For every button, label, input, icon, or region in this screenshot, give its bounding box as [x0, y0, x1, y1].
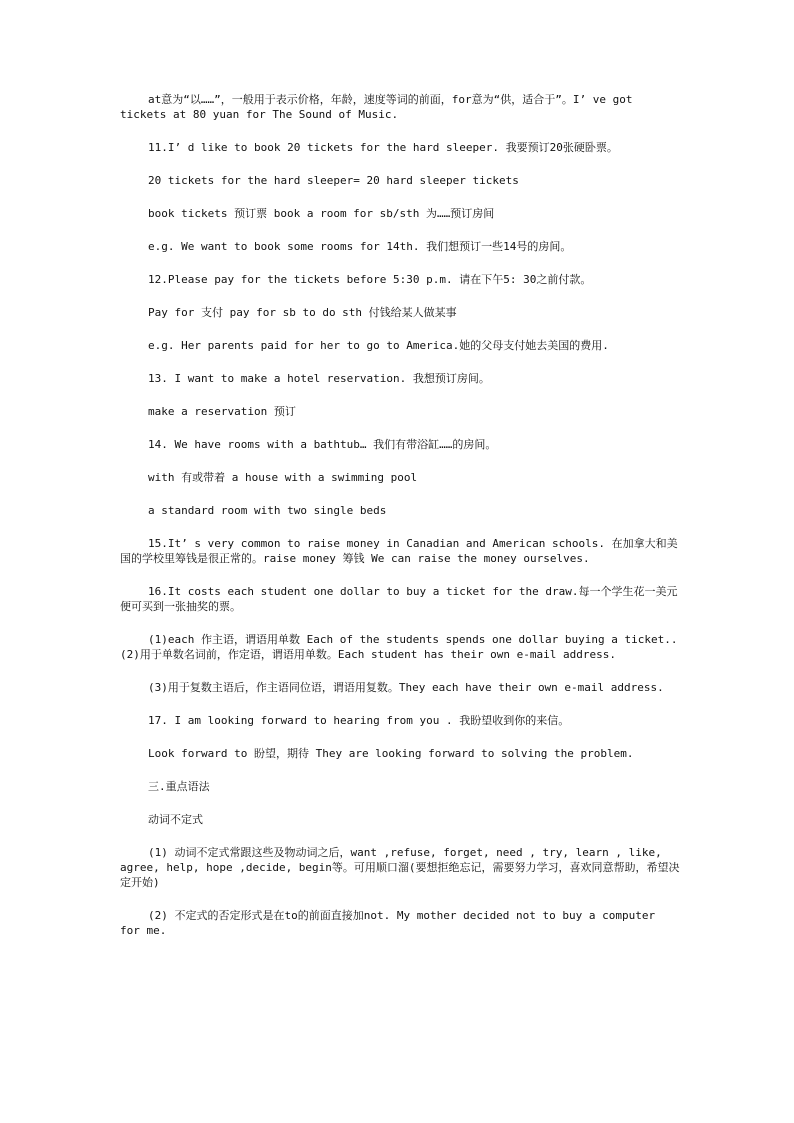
section-heading-grammar: 三.重点语法 [148, 780, 210, 793]
subheading-infinitive: 动词不定式 [148, 813, 203, 826]
paragraph-16-note-2: (3)用于复数主语后，作主语同位语，谓语用复数。They each have their own e-mail address. [148, 681, 664, 694]
paragraph-infinitive-1: (1) 动词不定式常跟这些及物动词之后，want ,refuse, forget, need , try, learn , like, agree, help, hope ,decide, begin等。可用顺口溜(要想拒绝忘记，需要努力学习，喜欢同意帮助，希望决定开始) [120, 846, 680, 889]
paragraph-12: 12.Please pay for the tickets before 5:30 p.m. 请在下午5: 30之前付款。 [148, 273, 592, 286]
paragraph-16: 16.It costs each student one dollar to buy a ticket for the draw.每一个学生花一美元便可买到一张抽奖的票。 [120, 585, 678, 613]
paragraph-13-note: make a reservation 预订 [148, 405, 296, 418]
paragraph-12-example: e.g. Her parents paid for her to go to America.她的父母支付她去美国的费用. [148, 339, 609, 352]
paragraph-12-note: Pay for 支付 pay for sb to do sth 付钱给某人做某事 [148, 306, 457, 319]
paragraph-17: 17. I am looking forward to hearing from you . 我盼望收到你的来信。 [148, 714, 570, 727]
paragraph-11: 11.I’ d like to book 20 tickets for the hard sleeper. 我要预订20张硬卧票。 [148, 141, 618, 154]
paragraph-11-example: e.g. We want to book some rooms for 14th. 我们想预订一些14号的房间。 [148, 240, 572, 253]
paragraph-at-for: at意为“以……”，一般用于表示价格，年龄，速度等词的前面，for意为“供，适合于”。I’ ve got tickets at 80 yuan for The Sound of Music. [120, 93, 633, 121]
paragraph-14-example: a standard room with two single beds [148, 504, 387, 517]
paragraph-13: 13. I want to make a hotel reservation. 我想预订房间。 [148, 372, 490, 385]
paragraph-17-note: Look forward to 盼望，期待 They are looking forward to solving the problem. [148, 747, 634, 760]
paragraph-11-note-2: book tickets 预订票 book a room for sb/sth 为……预订房间 [148, 207, 495, 220]
paragraph-11-note-1: 20 tickets for the hard sleeper= 20 hard sleeper tickets [148, 174, 519, 187]
paragraph-16-note-1: (1)each 作主语，谓语用单数 Each of the students spends one dollar buying a ticket.. (2)用于单数名词前，作定语，谓语用单数。Each student has their own e-mail address. [120, 633, 678, 661]
paragraph-14: 14. We have rooms with a bathtub… 我们有带浴缸……的房间。 [148, 438, 497, 451]
paragraph-14-note: with 有或带着 a house with a swimming pool [148, 471, 418, 484]
paragraph-infinitive-2: (2) 不定式的否定形式是在to的前面直接加not. My mother decided not to buy a computer for me. [120, 909, 656, 937]
document-page [120, 92, 680, 938]
paragraph-15: 15.It’ s very common to raise money in Canadian and American schools. 在加拿大和美国的学校里筹钱是很正常的。raise money 筹钱 We can raise the money ourselves. [120, 537, 678, 565]
